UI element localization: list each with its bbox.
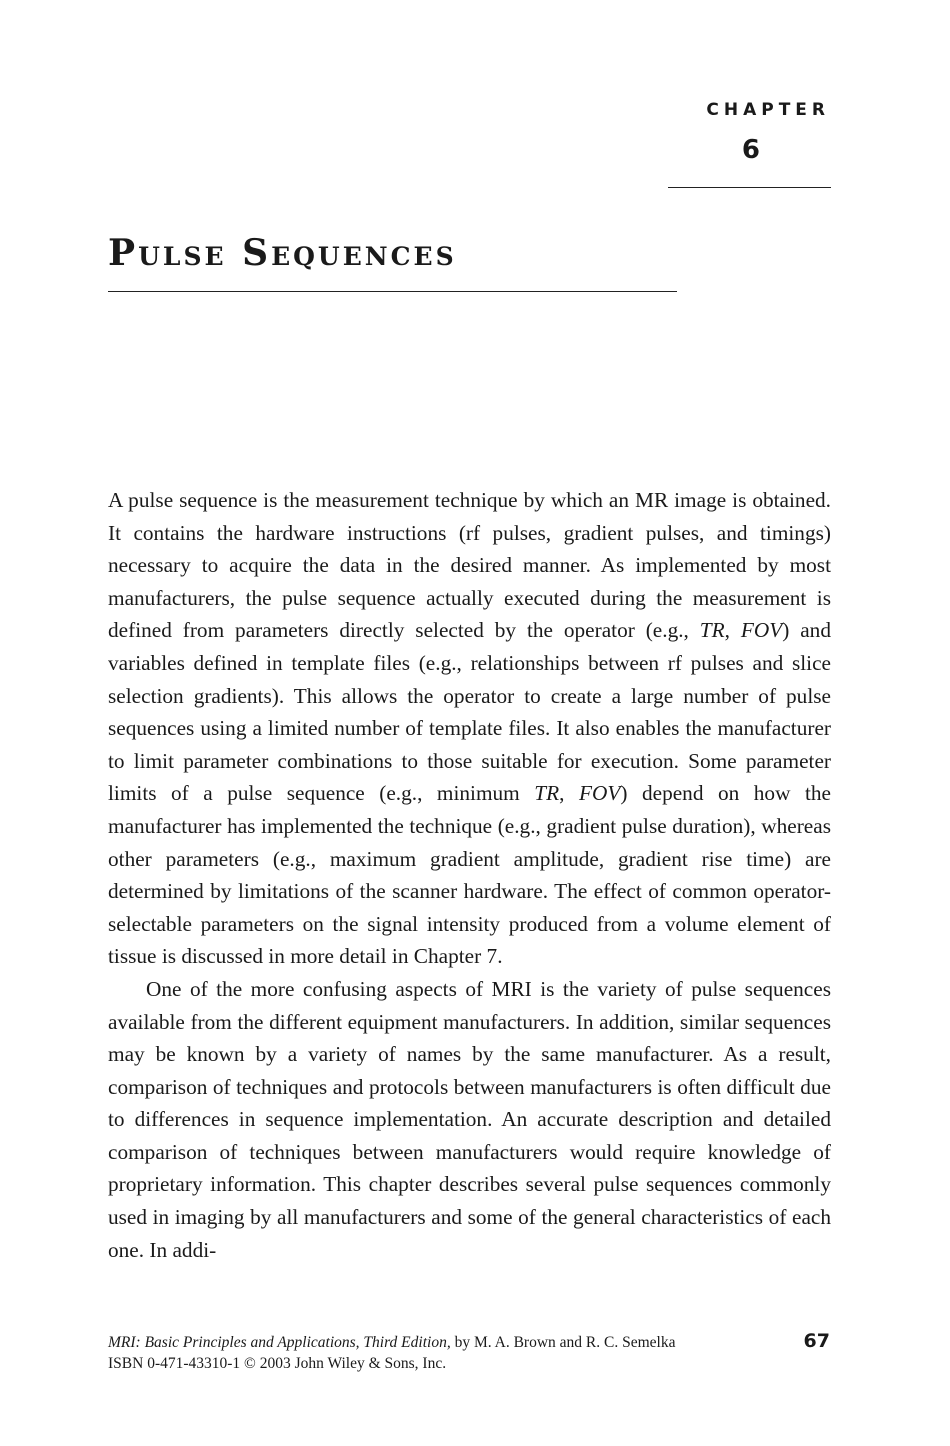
- chapter-label: CHAPTER: [706, 100, 830, 120]
- chapter-divider: [668, 187, 831, 188]
- paragraph-1: [108, 484, 831, 973]
- citation-line: [108, 1332, 778, 1353]
- body-text: [108, 484, 831, 1266]
- chapter-title: Pulse Sequences: [108, 232, 457, 274]
- footer-citation: [108, 1332, 778, 1374]
- paragraph-2: One of the more confusing aspects of MRI is the variety of pulse sequences available from the different equipment manufacturers. In addition, similar sequences may be known by a variety of names by the same manufacturer. As a result, comparison of techniques and protocols between manufacturers is often difficult due to differences in sequence implementation. An accurate description and detailed comparison of techniques between manufacturers would require knowledge of proprietary information. This chapter describes several pulse sequences commonly used in imaging by all manufacturers and some of the general characteristics of each one. In addi-: [108, 976, 831, 1262]
- text-run: ) and variables defined in template files (e.g., relationships between rf pulses and slice selection gradients). This allows the operator to create a large number of pulse sequences using a limited number of template files. It also enables the manufacturer to limit parameter combinations to those suitable for execution. Some parameter limits of a pulse sequence (e.g., minimum: [108, 618, 831, 806]
- page-number: 67: [803, 1330, 830, 1352]
- book-title: MRI: Basic Principles and Applications, Third Edition,: [108, 1334, 451, 1351]
- text-run: ,: [724, 618, 741, 643]
- text-run: ,: [559, 781, 579, 806]
- term-fov: FOV: [578, 781, 621, 806]
- title-divider: [108, 291, 677, 292]
- term-fov: FOV: [740, 618, 783, 643]
- text-run: ) depend on how the manufacturer has implemented the technique (e.g., gradient pulse duration), whereas other parameters (e.g., maximum gradient amplitude, gradient rise time) are determined by limitations of the scanner hardware. The effect of common operator-selectable parameters on the signal intensity produced from a volume element of tissue is discussed in more detail in Chapter 7.: [108, 781, 831, 969]
- authors: by M. A. Brown and R. C. Semelka: [450, 1334, 676, 1351]
- text-run: A pulse sequence is the measurement technique by which an MR image is obtained. It contains the hardware instructions (rf pulses, gradient pulses, and timings) necessary to acquire the data in the desired manner. As implemented by most manufacturers, the pulse sequence actually executed during the measurement is defined from parameters directly selected by the operator (e.g.,: [108, 488, 831, 643]
- chapter-number: 6: [741, 135, 760, 165]
- term-tr: TR: [699, 618, 725, 643]
- isbn-line: ISBN 0-471-43310-1 © 2003 John Wiley & Sons, Inc.: [108, 1355, 447, 1372]
- term-tr: TR: [534, 781, 560, 806]
